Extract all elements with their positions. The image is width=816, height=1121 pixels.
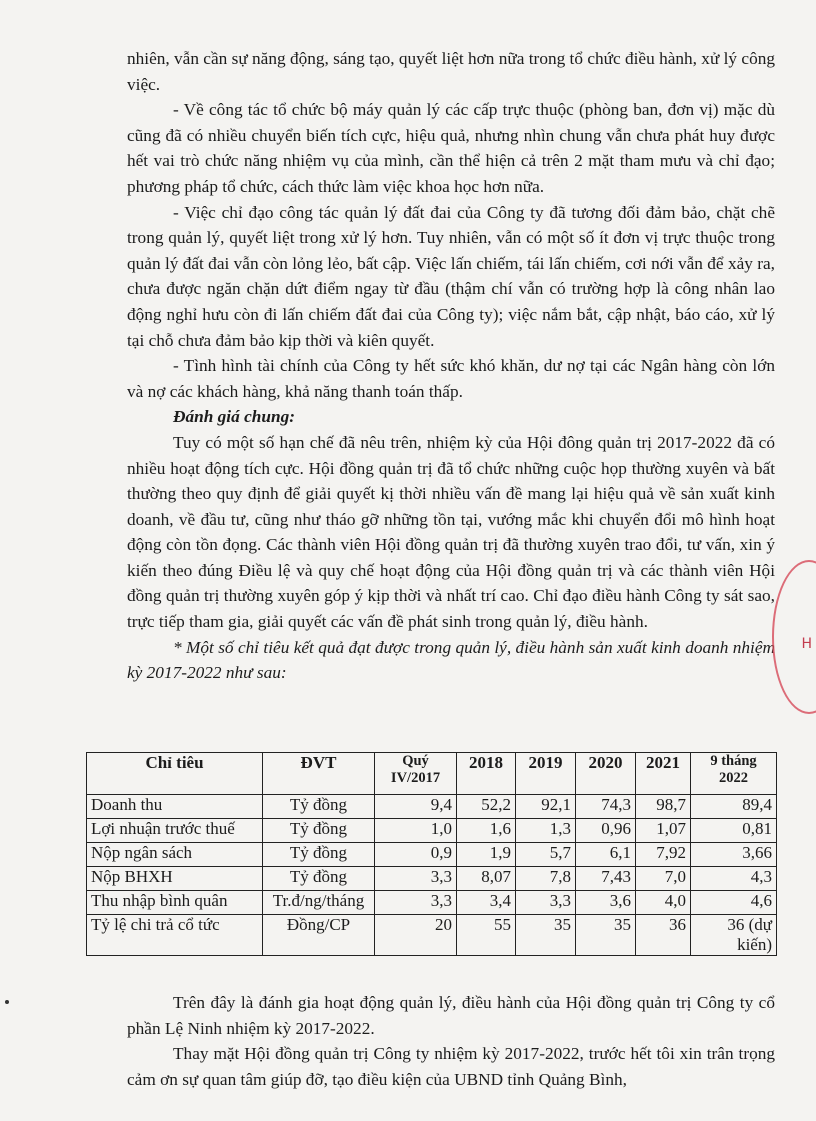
cell-value: 20 bbox=[375, 915, 457, 956]
row-unit: Tỷ đồng bbox=[263, 867, 375, 891]
header-q4-2017: Quý IV/2017 bbox=[375, 753, 457, 795]
cell-value: 6,1 bbox=[576, 843, 636, 867]
header-2020: 2020 bbox=[576, 753, 636, 795]
cell-value: 1,3 bbox=[516, 819, 576, 843]
cell-value: 35 bbox=[516, 915, 576, 956]
row-unit: Tỷ đồng bbox=[263, 819, 375, 843]
cell-value: 8,07 bbox=[457, 867, 516, 891]
cell-value: 3,3 bbox=[375, 867, 457, 891]
results-table bbox=[86, 752, 777, 956]
cell-value: 4,0 bbox=[636, 891, 691, 915]
table-row bbox=[87, 867, 777, 891]
cell-value: 7,43 bbox=[576, 867, 636, 891]
header-unit: ĐVT bbox=[263, 753, 375, 795]
scan-speck bbox=[5, 1000, 9, 1004]
cell-value: 89,4 bbox=[691, 795, 777, 819]
cell-value: 7,92 bbox=[636, 843, 691, 867]
row-unit: Tỷ đồng bbox=[263, 795, 375, 819]
table-row bbox=[87, 843, 777, 867]
row-unit: Tỷ đồng bbox=[263, 843, 375, 867]
cell-value: 0,9 bbox=[375, 843, 457, 867]
row-unit: Tr.đ/ng/tháng bbox=[263, 891, 375, 915]
row-label: Lợi nhuận trước thuế bbox=[87, 819, 263, 843]
document-body bbox=[127, 46, 775, 685]
row-label: Doanh thu bbox=[87, 795, 263, 819]
table-row bbox=[87, 819, 777, 843]
section-heading: Đánh giá chung: bbox=[173, 407, 295, 427]
closing-text bbox=[127, 990, 775, 1092]
cell-value: 7,0 bbox=[636, 867, 691, 891]
cell-value: 4,6 bbox=[691, 891, 777, 915]
cell-value: 3,6 bbox=[576, 891, 636, 915]
table-row bbox=[87, 795, 777, 819]
cell-value: 35 bbox=[576, 915, 636, 956]
cell-value: 74,3 bbox=[576, 795, 636, 819]
cell-value: 1,07 bbox=[636, 819, 691, 843]
row-label: Thu nhập bình quân bbox=[87, 891, 263, 915]
row-label: Nộp BHXH bbox=[87, 867, 263, 891]
cell-value: 55 bbox=[457, 915, 516, 956]
header-indicator: Chỉ tiêu bbox=[87, 753, 263, 795]
cell-value: 3,3 bbox=[516, 891, 576, 915]
paragraph-finance: - Tình hình tài chính của Công ty hết sức khó khăn, dư nợ tại các Ngân hàng còn lớn và nợ các khách hàng, khả năng thanh toán thấp. bbox=[127, 356, 775, 401]
table-header-row bbox=[87, 753, 777, 795]
cell-value: 1,6 bbox=[457, 819, 516, 843]
row-unit: Đồng/CP bbox=[263, 915, 375, 956]
paragraph-land-management: - Việc chỉ đạo công tác quản lý đất đai của Công ty đã tương đối đảm bảo, chặt chẽ trong quản lý, quyết liệt trong xử lý hơn. Tuy nhiên, vẫn có một số ít đơn vị trực thuộc trong quản lý đất đai vẫn còn lỏng lẻo, bất cập. Việc lấn chiếm, tái lấn chiếm, cơi nới vẫn để xảy ra, chưa được ngăn chặn dứt điểm ngay từ đầu (thậm chí vẫn có trường hợp là công nhân lao động nghỉ hưu còn đi lấn chiếm đất đai của Công ty); việc nắm bắt, cập nhật, báo cáo, xử lý tại chỗ chưa đảm bảo kịp thời và kiên quyết. bbox=[127, 202, 775, 350]
cell-value: 0,96 bbox=[576, 819, 636, 843]
cell-value: 1,0 bbox=[375, 819, 457, 843]
row-label: Nộp ngân sách bbox=[87, 843, 263, 867]
paragraph-summary: Tuy có một số hạn chế đã nêu trên, nhiệm kỳ của Hội đông quản trị 2017-2022 đã có nhiều hoạt động tích cực. Hội đồng quản trị đã tổ chức những cuộc họp thường xuyên và bất thường theo quy định để giải quyết kị thời nhiều vấn đề mang lại hiệu quả về sản xuất kinh doanh, về đầu tư, cũng như tháo gỡ những tồn tại, vướng mắc khi chuyển đổi mô hình hoạt động còn tồn đọng. Các thành viên Hội đồng quản trị đã thường xuyên trao đổi, tư vấn, xin ý kiến theo đúng Điều lệ và quy chế hoạt động của Hội đồng quản trị và các thành viên Hội đồng quản trị thường xuyên góp ý kịp thời và nhất trí cao. Chỉ đạo điều hành Công ty sát sao, trực tiếp tham gia, giải quyết các vấn đề phát sinh trong quản lý, điều hành. bbox=[127, 432, 775, 632]
cell-value: 98,7 bbox=[636, 795, 691, 819]
header-2019: 2019 bbox=[516, 753, 576, 795]
paragraph-organization: - Về công tác tổ chức bộ máy quản lý các cấp trực thuộc (phòng ban, đơn vị) mặc dù cũng đã có nhiều chuyển biến tích cực, hiệu quả, nhưng nhìn chung vẫn chưa phát huy được hết vai trò chức năng nhiệm vụ của mình, cần thể hiện cả trên 2 mặt tham mưu và chỉ đạo; phương pháp tổ chức, cách thức làm việc khoa học hơn nữa. bbox=[127, 100, 775, 196]
paragraph-continuation: nhiên, vẫn cần sự năng động, sáng tạo, quyết liệt hơn nữa trong tổ chức điều hành, xử lý công việc. bbox=[127, 49, 775, 94]
row-label: Tỷ lệ chi trả cổ tức bbox=[87, 915, 263, 956]
header-2021: 2021 bbox=[636, 753, 691, 795]
cell-value: 9,4 bbox=[375, 795, 457, 819]
cell-value: 0,81 bbox=[691, 819, 777, 843]
cell-value: 36 (dự kiến) bbox=[691, 915, 777, 956]
table-caption: * Một số chỉ tiêu kết quả đạt được trong quản lý, điều hành sản xuất kinh doanh nhiệm kỳ 2017-2022 như sau: bbox=[127, 637, 775, 682]
cell-value: 3,4 bbox=[457, 891, 516, 915]
stamp-lettering: H bbox=[801, 636, 812, 652]
paragraph-thanks: Thay mặt Hội đồng quản trị Công ty nhiệm kỳ 2017-2022, trước hết tôi xin trân trọng cảm ơn sự quan tâm giúp đỡ, tạo điều kiện của UBND tỉnh Quảng Bình, bbox=[127, 1044, 775, 1089]
header-9m-2022: 9 tháng 2022 bbox=[691, 753, 777, 795]
cell-value: 1,9 bbox=[457, 843, 516, 867]
cell-value: 36 bbox=[636, 915, 691, 956]
paragraph-conclusion: Trên đây là đánh gia hoạt động quản lý, điều hành của Hội đồng quản trị Công ty cổ phần Lệ Ninh nhiệm kỳ 2017-2022. bbox=[127, 993, 775, 1038]
cell-value: 52,2 bbox=[457, 795, 516, 819]
table-row bbox=[87, 915, 777, 956]
table-row bbox=[87, 891, 777, 915]
cell-value: 3,66 bbox=[691, 843, 777, 867]
cell-value: 3,3 bbox=[375, 891, 457, 915]
cell-value: 92,1 bbox=[516, 795, 576, 819]
cell-value: 7,8 bbox=[516, 867, 576, 891]
header-2018: 2018 bbox=[457, 753, 516, 795]
cell-value: 5,7 bbox=[516, 843, 576, 867]
cell-value: 4,3 bbox=[691, 867, 777, 891]
